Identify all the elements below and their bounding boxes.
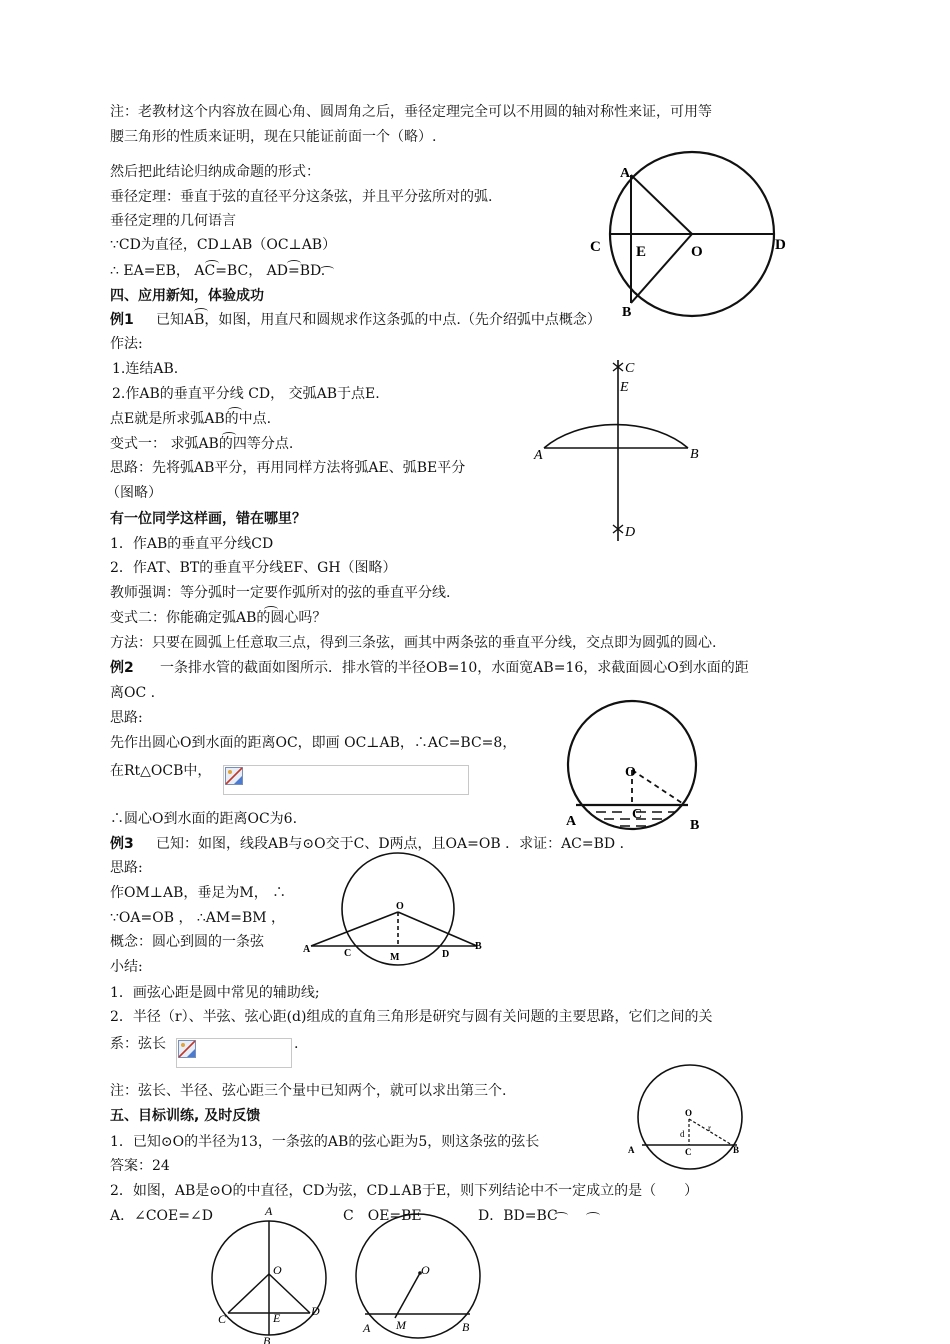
question-2: 2．如图，AB是⊙O的中直径，CD为弦，CD⊥AB于E，则下列结论中不一定成立的是（ ） xyxy=(110,1183,699,1199)
figure-perpendicular-diameter xyxy=(585,148,800,318)
label-c: C xyxy=(632,807,643,822)
label-c: C xyxy=(590,239,601,255)
summary-3-end: . xyxy=(294,1036,299,1052)
label-o: O xyxy=(273,1263,282,1277)
label-b: B xyxy=(690,818,700,833)
broken-image-icon xyxy=(178,1040,196,1058)
missing-formula-image xyxy=(176,1038,292,1068)
example-3-step-2: ∵OA=OB ， ∴AM=BM ， xyxy=(110,910,286,926)
figure-arc-midpoint xyxy=(530,355,710,545)
example-3-step-1: 作OM⊥AB，垂足为M， ∴ xyxy=(110,885,287,901)
arc-mark xyxy=(554,1212,568,1219)
segment-oa xyxy=(311,912,398,946)
example-1-text: 已知AB，如图，用直尺和圆规求作这条弧的中点.（先介绍弧中点概念） xyxy=(156,312,601,328)
label-d: D xyxy=(442,949,450,960)
note-line-2: 腰三角形的性质来证明，现在只能证前面一个（略）. xyxy=(110,129,437,145)
arc-mark xyxy=(228,407,242,414)
arc-ab xyxy=(544,425,688,448)
conclude-line: 然后把此结论归纳成命题的形式： xyxy=(110,164,320,180)
summary-label: 小结: xyxy=(110,959,143,975)
step-2: 2.作AB的垂直平分线 CD， 交弧AB于点E. xyxy=(112,386,380,402)
option-d: D．BD=BC xyxy=(478,1208,558,1224)
label-o: O xyxy=(691,244,703,260)
method-2: 方法：只要在圆弧上任意取三点，得到三条弦，画其中两条弦的垂直平分线，交点即为圆弧的圆心. xyxy=(110,635,717,651)
teacher-emphasis: 教师强调：等分弧时一定要作弧所对的弦的垂直平分线. xyxy=(110,585,451,601)
example-2-step-2: 在Rt△OCB中， xyxy=(110,763,212,779)
example-2-text-1: 一条排水管的截面如图所示．排水管的半径OB=10，水面宽AB=16，求截面圆心O到水面的距 xyxy=(160,660,749,676)
summary-3: 系：弦长 xyxy=(110,1036,166,1052)
wrong-step-1: 1．作AB的垂直平分线CD xyxy=(110,536,274,552)
label-a: A xyxy=(363,1321,371,1335)
note-line-1: 注：老教材这个内容放在圆心角、圆周角之后，垂径定理完全可以不用圆的轴对称性来证，可用等 xyxy=(110,104,712,120)
example-3-label: 例3 xyxy=(110,836,134,852)
step-1: 1.连结AB. xyxy=(112,361,179,377)
arc-mark xyxy=(205,260,219,267)
label-o: O xyxy=(421,1263,430,1277)
variant-2: 变式二：你能确定弧AB的圆心吗？ xyxy=(110,610,327,626)
label-d: D xyxy=(311,1304,320,1318)
label-b: B xyxy=(462,1320,470,1334)
arc-mark xyxy=(222,432,236,439)
label-o: O xyxy=(396,901,404,912)
missing-formula-image xyxy=(223,765,469,795)
label-c: C xyxy=(218,1312,227,1326)
summary-1: 1．画弦心距是圆中常见的辅助线; xyxy=(110,985,320,1001)
answer-1: 答案：24 xyxy=(110,1158,170,1174)
label-b: B xyxy=(263,1334,271,1344)
question-1: 1．已知⊙O的半径为13，一条弦的AB的弦心距为5，则这条弦的弦长 xyxy=(110,1134,540,1150)
therefore-line: ∴ EA=EB， AC=BC， AD=BD. xyxy=(110,263,326,279)
idea-1: 思路：先将弧AB平分，再用同样方法将弧AE、弧BE平分 xyxy=(110,460,466,476)
theorem-line: 垂径定理：垂直于弦的直径平分这条弦，并且平分弦所对的弧. xyxy=(110,189,493,205)
example-2-label: 例2 xyxy=(110,660,134,676)
point-e-line: 点E就是所求弧AB的中点. xyxy=(110,411,272,427)
figure-drain-pipe xyxy=(560,698,710,838)
arc-mark xyxy=(264,606,278,613)
radius-oc xyxy=(228,1274,269,1313)
segment-ob xyxy=(398,912,477,946)
label-a: A xyxy=(534,448,543,463)
wrong-step-2: 2．作AT、BT的垂直平分线EF、GH（图略） xyxy=(110,560,397,576)
label-e: E xyxy=(636,244,647,260)
segment-om xyxy=(395,1273,420,1318)
radius-ob xyxy=(632,770,685,805)
label-a: A xyxy=(303,944,311,955)
label-d: D xyxy=(625,525,636,540)
method-label: 作法: xyxy=(110,336,143,352)
label-m: M xyxy=(390,952,400,963)
label-b: B xyxy=(475,941,482,952)
idea-label: 思路: xyxy=(110,710,143,726)
label-e: E xyxy=(620,380,629,395)
label-o: O xyxy=(625,765,636,780)
label-b: B xyxy=(622,305,632,320)
arc-mark xyxy=(194,308,208,315)
radius-oa xyxy=(631,175,692,234)
because-line: ∵CD为直径，CD⊥AB（OC⊥AB） xyxy=(110,237,337,253)
section-4-heading: 四、应用新知，体验成功 xyxy=(110,288,264,304)
label-a: A xyxy=(566,814,577,829)
variant-1: 变式一： 求弧AB的四等分点. xyxy=(110,436,294,452)
label-c: C xyxy=(344,948,352,959)
arc-mark xyxy=(320,266,334,273)
label-a: A xyxy=(628,1145,635,1155)
figure-segment-circle xyxy=(300,852,490,970)
label-a: A xyxy=(620,166,631,181)
example-2-step-1: 先作出圆心O到水面的距离OC，即画 OC⊥AB，∴AC=BC=8， xyxy=(110,735,517,751)
figure-omitted: （图略） xyxy=(106,485,162,501)
wrong-drawing-heading: 有一位同学这样画，错在哪里？ xyxy=(110,511,306,527)
label-c: C xyxy=(625,361,635,376)
broken-image-icon xyxy=(225,767,243,785)
option-c: C OE=BE xyxy=(343,1208,422,1224)
option-a: A．∠COE=∠D xyxy=(110,1208,213,1224)
label-b: B xyxy=(690,447,699,462)
label-e: E xyxy=(273,1311,281,1325)
radius-od xyxy=(269,1274,310,1313)
label-a: A xyxy=(265,1204,273,1218)
figure-chord-distance xyxy=(622,1065,772,1173)
label-m: M xyxy=(396,1318,406,1332)
example-2-step-3: ∴圆心O到水面的距离OC为6. xyxy=(110,811,298,827)
label-c: C xyxy=(685,1147,692,1157)
label-o: O xyxy=(685,1108,693,1118)
idea-label-2: 思路: xyxy=(110,860,143,876)
summary-2: 2．半径（r）、半弦、弦心距(d)组成的直角三角形是研究与圆有关问题的主要思路，它们之间的关 xyxy=(110,1009,713,1025)
label-d: d xyxy=(680,1129,685,1139)
label-b: B xyxy=(733,1145,740,1155)
example-1-label: 例1 xyxy=(110,312,134,328)
geo-language-line: 垂径定理的几何语言 xyxy=(110,213,236,229)
example-2-text-2: 离OC . xyxy=(110,685,156,701)
label-r: r xyxy=(708,1123,711,1133)
figure-question-2-b xyxy=(350,1212,490,1344)
arc-mark xyxy=(586,1212,600,1219)
arc-mark xyxy=(287,260,301,267)
label-d: D xyxy=(775,237,786,253)
example-3-text: 已知：如图，线段AB与⊙O交于C、D两点，且OA=OB ．求证：AC=BD ． xyxy=(156,836,634,852)
concept-line: 概念：圆心到圆的一条弦 xyxy=(110,934,264,950)
note-3: 注：弦长、半径、弦心距三个量中已知两个，就可以求出第三个. xyxy=(110,1083,507,1099)
figure-question-2-a xyxy=(205,1202,335,1344)
section-5-heading: 五、目标训练, 及时反馈 xyxy=(110,1108,261,1124)
